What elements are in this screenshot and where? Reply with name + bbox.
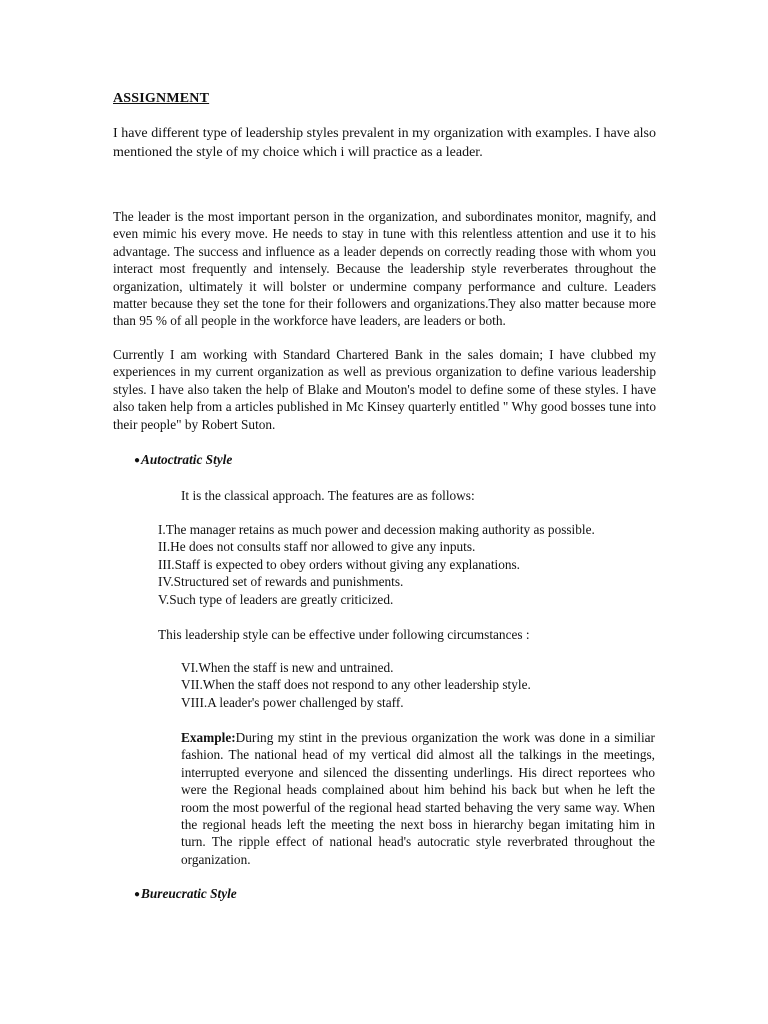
example-label: Example: <box>181 730 236 745</box>
list-item: IV.Structured set of rewards and punishments. <box>158 574 404 590</box>
circumstances-list <box>181 659 531 711</box>
section-heading-autocratic <box>134 452 232 468</box>
intro-paragraph: I have different type of leadership styles prevalent in my organization with examples. I have also mentioned the style of my choice which i will practice as a leader. <box>113 126 656 160</box>
body-paragraph-experience: Currently I am working with Standard Chartered Bank in the sales domain; I have clubbed my experiences in my current organization as well as previous organization to define various leadership styles. I have also taken the help of Blake and Mouton's model to define some of these styles. I have also taken help from a articles published in Mc Kinsey quarterly entitled " Why good bosses tune into their people" by Robert Suton. <box>113 347 656 432</box>
bullet-icon: ● <box>134 889 141 900</box>
example-text: During my stint in the previous organization the work was done in a similiar fashion. The national head of my vertical did almost all the talkings in the meetings, interrupted everyone and silenced the dissenting underlings. His direct reportees who were the Regional heads complained about him behind his back but when he left the room the most powerful of the regional head started behaving the very same way. When the regional heads left the meeting the next boss in hierarchy began imitating him in turn. The ripple effect of national head's autocratic style reverbrated throughout the organization. <box>181 730 655 867</box>
list-item: V.Such type of leaders are greatly criticized. <box>158 591 394 607</box>
body-paragraph-leader: The leader is the most important person in the organization, and subordinates monitor, magnify, and even mimic his every move. He needs to stay in tune with this relentless attention and use it to his advantage. The success and influence as a leader depends on correctly reading those with whom you interact most frequently and intensely. Because the leadership style reverberates throughout the organization, ultimately it will bolster or undermine company performance and culture. Leaders matter because they set the tone for their followers and organizations.They also matter because more than 95 % of all people in the workforce have leaders, are leaders or both. <box>113 209 656 329</box>
document-title: ASSIGNMENT <box>113 91 210 106</box>
example-paragraph <box>181 729 655 868</box>
section-heading-text: Bureucratic Style <box>141 886 237 901</box>
bullet-icon: ● <box>134 455 141 466</box>
list-item: VII.When the staff does not respond to any other leadership style. <box>181 677 531 693</box>
list-item: I.The manager retains as much power and decession making authority as possible. <box>158 522 595 537</box>
autocratic-features-list <box>158 521 595 608</box>
list-item: VIII.A leader's power challenged by staff. <box>181 694 404 710</box>
circumstances-intro: This leadership style can be effective under following circumstances : <box>158 627 530 642</box>
autocratic-intro: It is the classical approach. The features are as follows: <box>181 488 475 503</box>
list-item: III.Staff is expected to obey orders without giving any explanations. <box>158 556 521 572</box>
list-item: VI.When the staff is new and untrained. <box>181 660 394 675</box>
list-item: II.He does not consults staff nor allowed to give any inputs. <box>158 539 476 555</box>
section-heading-text: Autoctratic Style <box>141 452 233 467</box>
section-heading-bureaucratic <box>134 886 237 902</box>
